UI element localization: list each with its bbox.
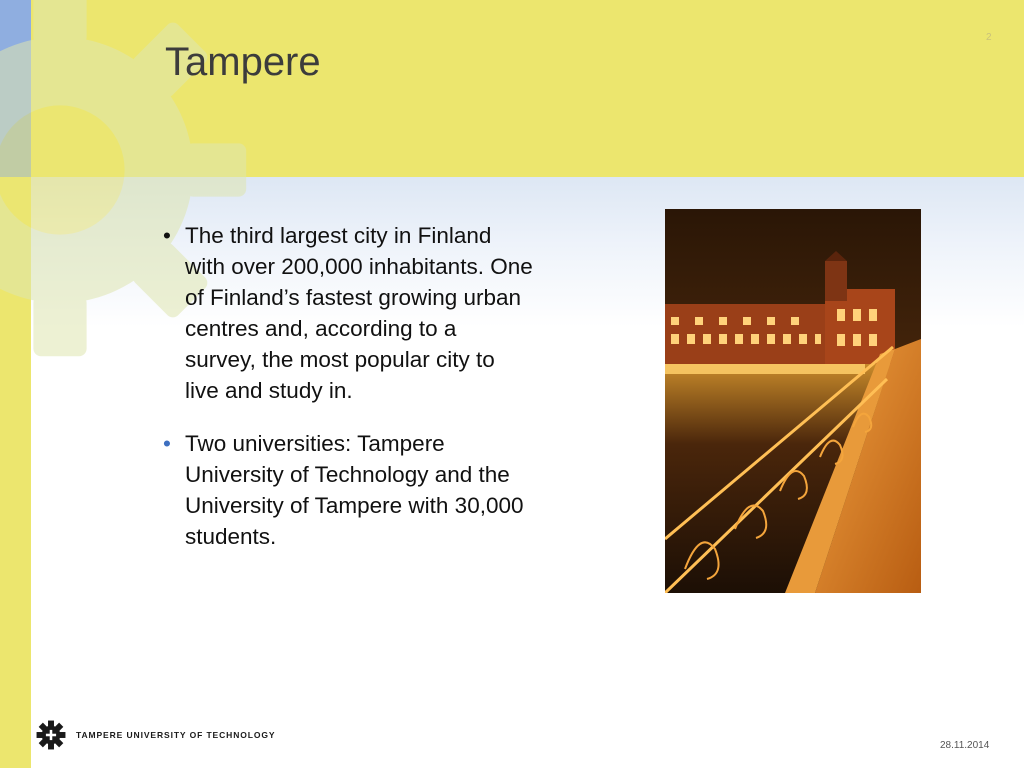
- bullet-marker: •: [163, 431, 171, 456]
- bullet-list: [163, 220, 533, 552]
- bullet-item: [163, 428, 533, 552]
- bullet-text: Two universities: Tampere University of Technology and the University of Tampere with 30,000 students.: [185, 431, 524, 549]
- slide-number: 2: [986, 32, 992, 43]
- tampere-night-photo: [665, 209, 921, 593]
- university-logo: [34, 716, 294, 756]
- slide-date: 28.11.2014: [940, 740, 990, 751]
- bullet-text: The third largest city in Finland with over 200,000 inhabitants. One of Finland’s fastest growing urban centres and, according to a survey, the most popular city to live and study in.: [185, 223, 533, 403]
- bullet-item: [163, 220, 533, 406]
- university-name: TAMPERE UNIVERSITY OF TECHNOLOGY: [76, 730, 276, 740]
- tut-gear-logo-icon: [34, 718, 68, 752]
- bullet-marker: •: [163, 223, 171, 248]
- slide-title: Tampere: [165, 40, 321, 84]
